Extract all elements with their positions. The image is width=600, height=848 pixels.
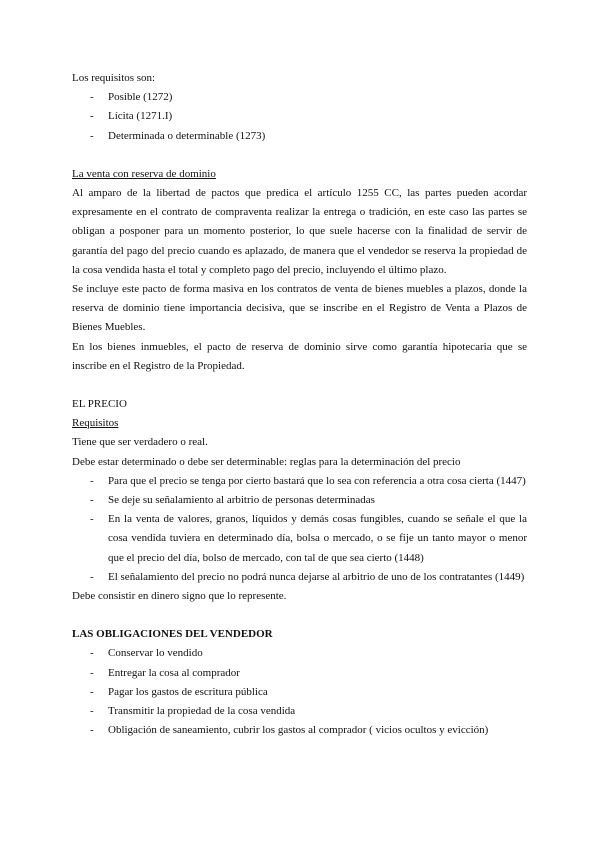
obligaciones-title: LAS OBLIGACIONES DEL VENDEDOR [72, 628, 273, 641]
reserva-paragraph-1: Al amparo de la libertad de pactos que predica el artículo 1255 CC, las partes pueden acordar expresamente en el contrato de compraventa realizar la entrega o tradición, en este caso las partes se obligan a posponer para un momento posterior, lo que suele hacerse con la finalidad de servir de garantía del pago del precio cuando es aplazado, de manera que el vendedor se reserva la propiedad de la cosa vendida hasta el total y completo pago del precio, incluyendo el último plazo. [72, 187, 527, 276]
list-item: - En la venta de valores, granos, líquidos y demás cosas fungibles, cuando se señale el que la cosa vendida tuviera en determinado día, bolsa o mercado, o se fije un tanto mayor o menor que el precio del día, bolso de mercado, con tal de que sea cierto (1448) [72, 510, 527, 568]
list-item: - Pagar los gastos de escritura pública [72, 683, 527, 702]
precio-closing: Debe consistir en dinero signo que lo represente. [72, 590, 287, 603]
list-item: - Transmitir la propiedad de la cosa vendida [72, 702, 527, 721]
reserva-heading: La venta con reserva de dominio [72, 167, 216, 180]
list-item: - Lícita (1271.I) [72, 107, 527, 126]
list-item: - Obligación de saneamiento, cubrir los gastos al comprador ( vicios ocultos y evicción) [72, 721, 527, 740]
reserva-paragraph-2: Se incluye este pacto de forma masiva en los contratos de venta de bienes muebles a plazos, donde la reserva de dominio tiene importancia decisiva, que se inscribe en el Registro de Venta a Plazos de Bienes Muebles. [72, 283, 527, 334]
precio-line-1: Tiene que ser verdadero o real. [72, 436, 208, 449]
precio-subheading: Requisitos [72, 417, 119, 430]
reserva-paragraph-3: En los bienes inmuebles, el pacto de reserva de dominio sirve como garantía hipotecaria que se inscribe en el Registro de la Propiedad. [72, 340, 527, 372]
list-item: - Determinada o determinable (1273) [72, 127, 527, 146]
list-item: - Entregar la cosa al comprador [72, 664, 527, 683]
requisitos-list [72, 88, 527, 146]
list-item: - Para que el precio se tenga por cierto bastará que lo sea con referencia a otra cosa cierta (1447) [72, 472, 527, 491]
precio-line-2: Debe estar determinado o debe ser determinable: reglas para la determinación del precio [72, 455, 461, 468]
list-item: - Posible (1272) [72, 88, 527, 107]
precio-list [72, 472, 527, 587]
requisitos-intro: Los requisitos son: [72, 72, 156, 84]
precio-title: EL PRECIO [72, 398, 127, 411]
document-page [72, 69, 527, 741]
list-item: - El señalamiento del precio no podrá nunca dejarse al arbitrio de uno de los contratantes (1449) [72, 568, 527, 587]
list-item: - Se deje su señalamiento al arbitrio de personas determinadas [72, 491, 527, 510]
list-item: - Conservar lo vendido [72, 644, 527, 663]
obligaciones-list [72, 644, 527, 740]
